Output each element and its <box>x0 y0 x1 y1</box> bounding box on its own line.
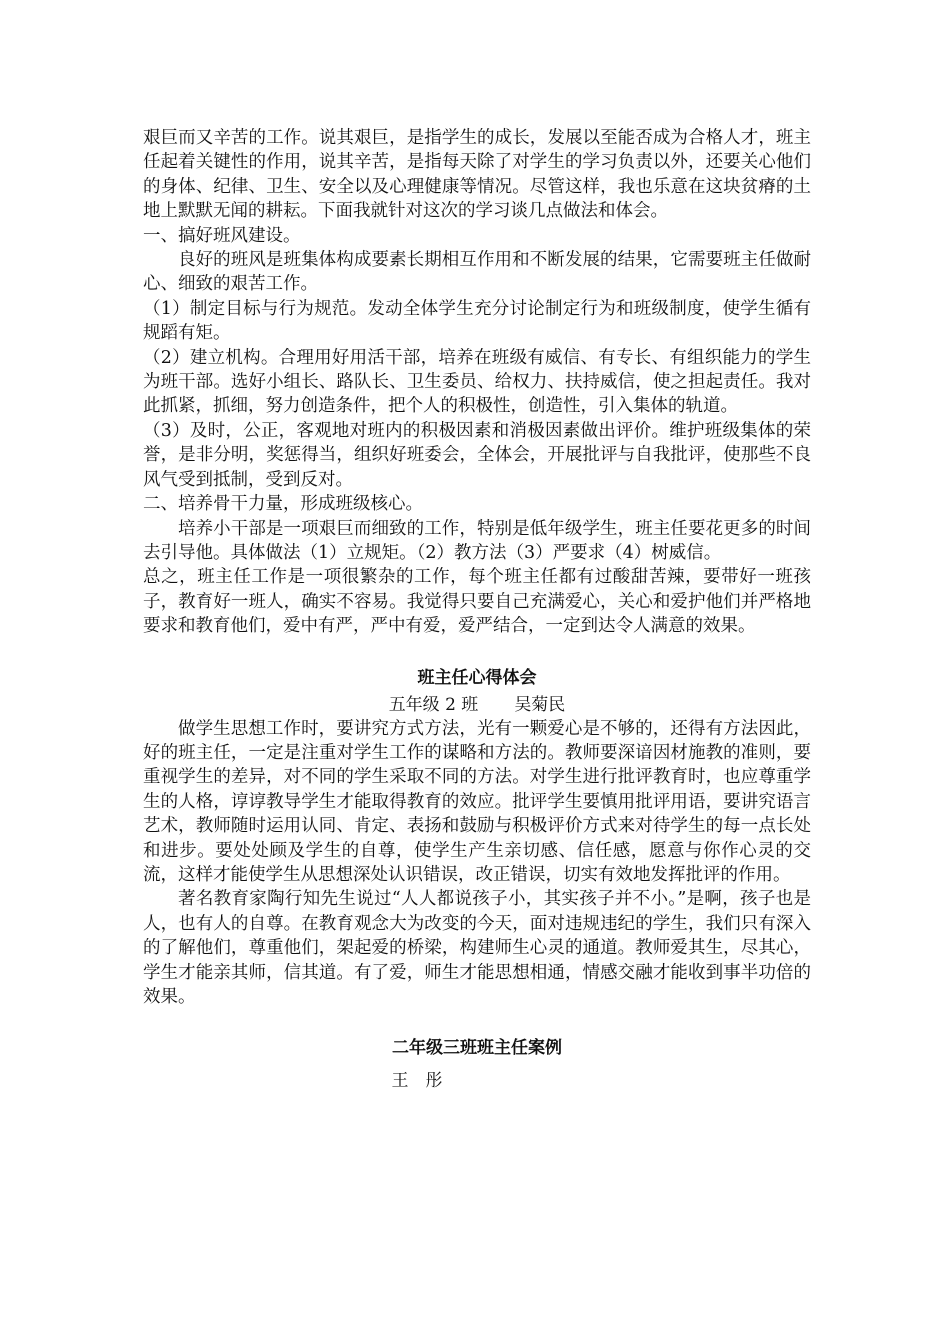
section-gap <box>143 639 811 663</box>
paragraph-class-style: 良好的班风是班集体构成要素长期相互作用和不断发展的结果，它需要班主任做耐心、细致的艰苦工作。 <box>143 250 811 295</box>
section2-author: 吴菊民 <box>514 694 566 715</box>
section2-byline <box>143 693 811 717</box>
heading-backbone: 二、培养骨干力量，形成班级核心。 <box>143 494 423 515</box>
paragraph-intro: 艰巨而又辛苦的工作。说其艰巨，是指学生的成长，发展以至能否成为合格人才，班主任起着关键性的作用，说其辛苦，是指每天除了对学生的学习负责以外，还要关心他们的身体、纪律、卫生、安全以及心理健康等情况。尽管这样，我也乐意在这块贫瘠的土地上默默无闻的耕耘。下面我就针对这次的学习谈几点做法和体会。 <box>143 128 811 222</box>
list-item-1: （1）制定目标与行为规范。发动全体学生充分讨论制定行为和班级制度，使学生循有规蹈有矩。 <box>143 298 811 344</box>
section2-title: 班主任心得体会 <box>417 667 537 688</box>
section3-title: 二年级三班班主任案例 <box>392 1038 562 1059</box>
paragraph-summary: 总之，班主任工作是一项很繁杂的工作，每个班主任都有过酸甜苦辣，要带好一班孩子，教育好一班人，确实不容易。我觉得只要自己充满爱心，关心和爱护他们并严格地要求和教育他们，爱中有严，严中有爱，爱严结合，一定到达令人满意的效果。 <box>143 567 811 637</box>
section-gap <box>143 1009 811 1033</box>
heading-class-style: 一、搞好班风建设。 <box>143 225 301 246</box>
section2-paragraph-2: 著名教育家陶行知先生说过“人人都说孩子小，其实孩子并不小。”是啊，孩子也是人，也有人的自尊。在教育观念大为改变的今天，面对违规违纪的学生，我们只有深入的了解他们，尊重他们，架起爱的桥梁，构建师生心灵的通道。教师爱其生，尽其心，学生才能亲其师，信其道。有了爱，师生才能思想相通，情感交融才能收到事半功倍的效果。 <box>143 889 811 1007</box>
section3-author: 王 彤 <box>391 1071 443 1092</box>
list-item-3: （3）及时，公正，客观地对班内的积极因素和消极因素做出评价。维护班级集体的荣誉，是非分明，奖惩得当，组织好班委会，全体会，开展批评与自我批评，使那些不良风气受到抵制，受到反对。 <box>143 420 811 490</box>
section2-paragraph-1: 做学生思想工作时，要讲究方式方法，光有一颗爱心是不够的，还得有方法因此，好的班主任，一定是注重对学生工作的谋略和方法的。教师要深谙因材施教的准则，要重视学生的差异，对不同的学生采取不同的方法。对学生进行批评教育时，也应尊重学生的人格，谆谆教导学生才能取得教育的效应。批评学生要慎用批评用语，要讲究语言艺术，教师随时运用认同、肯定、表扬和鼓励与积极评价方式来对待学生的每一点长处和进步。要处处顾及学生的自尊，使学生产生亲切感、信任感，愿意与你作心灵的交流，这样才能使学生从思想深处认识错误，改正错误，切实有效地发挥批评的作用。 <box>143 718 811 885</box>
paragraph-backbone: 培养小干部是一项艰巨而细致的工作，特别是低年级学生，班主任要花更多的时间去引导他。具体做法（1）立规矩。（2）教方法（3）严要求（4）树威信。 <box>143 518 811 563</box>
list-item-2: （2）建立机构。合理用好用活干部，培养在班级有威信、有专长、有组织能力的学生为班干部。选好小组长、路队长、卫生委员、给权力、扶持威信，使之担起责任。我对此抓紧，抓细，努力创造条件，把个人的积极性，创造性，引入集体的轨道。 <box>143 347 811 417</box>
section2-class: 五年级 2 班 <box>388 694 479 715</box>
document-body <box>143 126 811 1093</box>
